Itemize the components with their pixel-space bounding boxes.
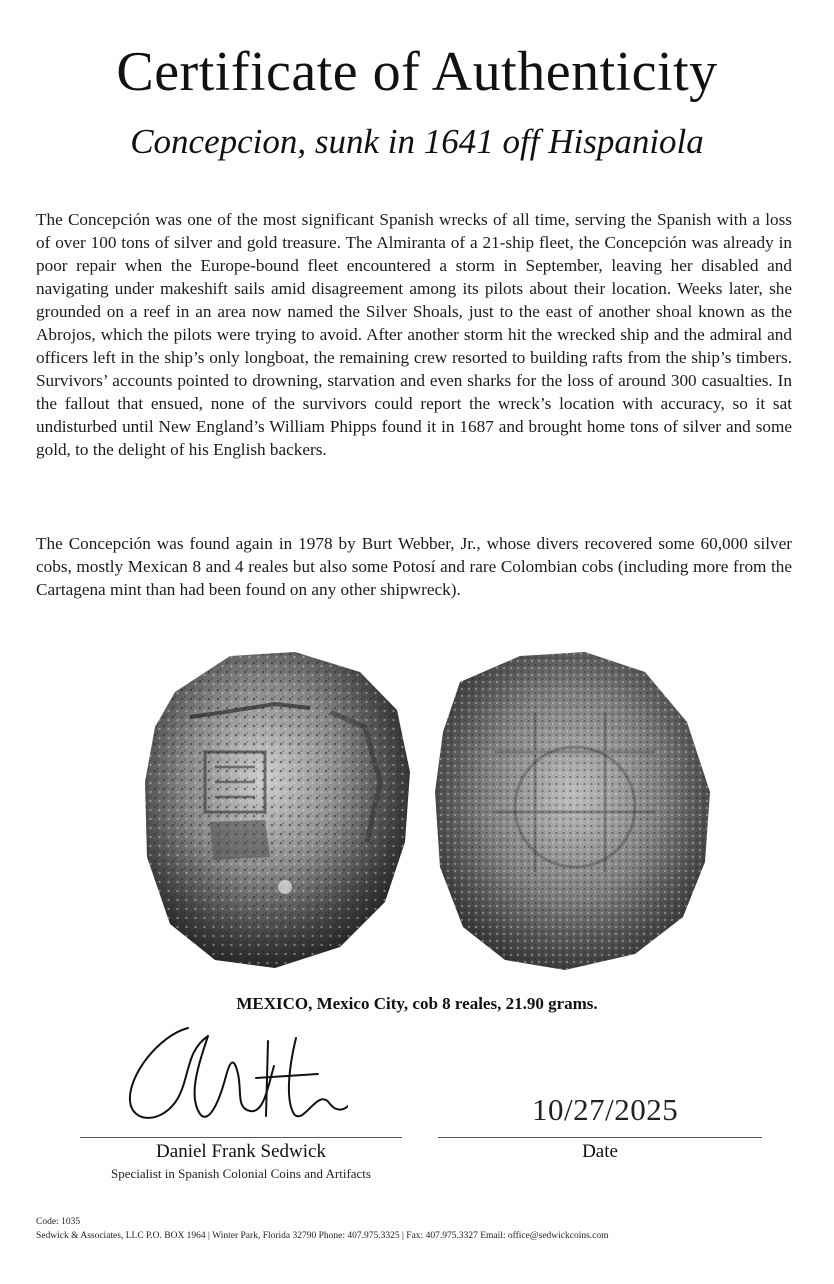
- signature-line: [80, 1137, 402, 1138]
- company-contact-footer: Sedwick & Associates, LLC P.O. BOX 1964 | Winter Park, Florida 32790 Phone: 407.975.3325 | Fax: 407.975.3327 Email: office@sedwickcoins.com: [36, 1231, 609, 1241]
- certificate-title: Certificate of Authenticity: [116, 41, 718, 103]
- coin-reverse: [435, 652, 710, 970]
- certificate-code: Code: 1035: [36, 1217, 81, 1227]
- signer-title: Specialist in Spanish Colonial Coins and Artifacts: [111, 1166, 371, 1181]
- signature-image: [118, 1016, 348, 1131]
- certificate-subtitle: Concepcion, sunk in 1641 off Hispaniola: [130, 122, 704, 161]
- signer-name: Daniel Frank Sedwick: [156, 1141, 326, 1162]
- date-label: Date: [582, 1141, 618, 1162]
- certificate-date: 10/27/2025: [532, 1092, 679, 1127]
- coin-obverse: [145, 652, 410, 968]
- date-line: [438, 1137, 762, 1138]
- history-paragraph-1: The Concepción was one of the most significant Spanish wrecks of all time, serving the Spanish with a loss of over 100 tons of silver and gold treasure. The Almiranta of a 21-ship fleet, the Concepción was already in poor repair when the Europe-bound fleet encountered a storm in September, leaving her disabled and navigating under makeshift sails amid disagreement among its pilots about their location. Weeks later, she grounded on a reef in an area now named the Silver Shoals, just to the east of another shoal known as the Abrojos, which the pilots were trying to avoid. After another storm hit the wrecked ship and the admiral and officers left in the ship’s only longboat, the remaining crew resorted to building rafts from the ship’s timbers. Survivors’ accounts pointed to drowning, starvation and even sharks for the loss of around 300 casualties. In the fallout that ensued, none of the survivors could report the wreck’s location with accuracy, so it sat undisturbed until New England’s William Phipps found it in 1687 and brought home tons of silver and some gold, to the delight of his English backers.: [36, 210, 792, 459]
- history-paragraph-2: The Concepción was found again in 1978 by Burt Webber, Jr., whose divers recovered some 60,000 silver cobs, mostly Mexican 8 and 4 reales but also some Potosí and rare Colombian cobs (including more from the Cartagena mint than had been found on any other shipwreck).: [36, 534, 792, 599]
- coin-caption: MEXICO, Mexico City, cob 8 reales, 21.90 grams.: [236, 994, 598, 1013]
- coin-photo: [135, 642, 720, 982]
